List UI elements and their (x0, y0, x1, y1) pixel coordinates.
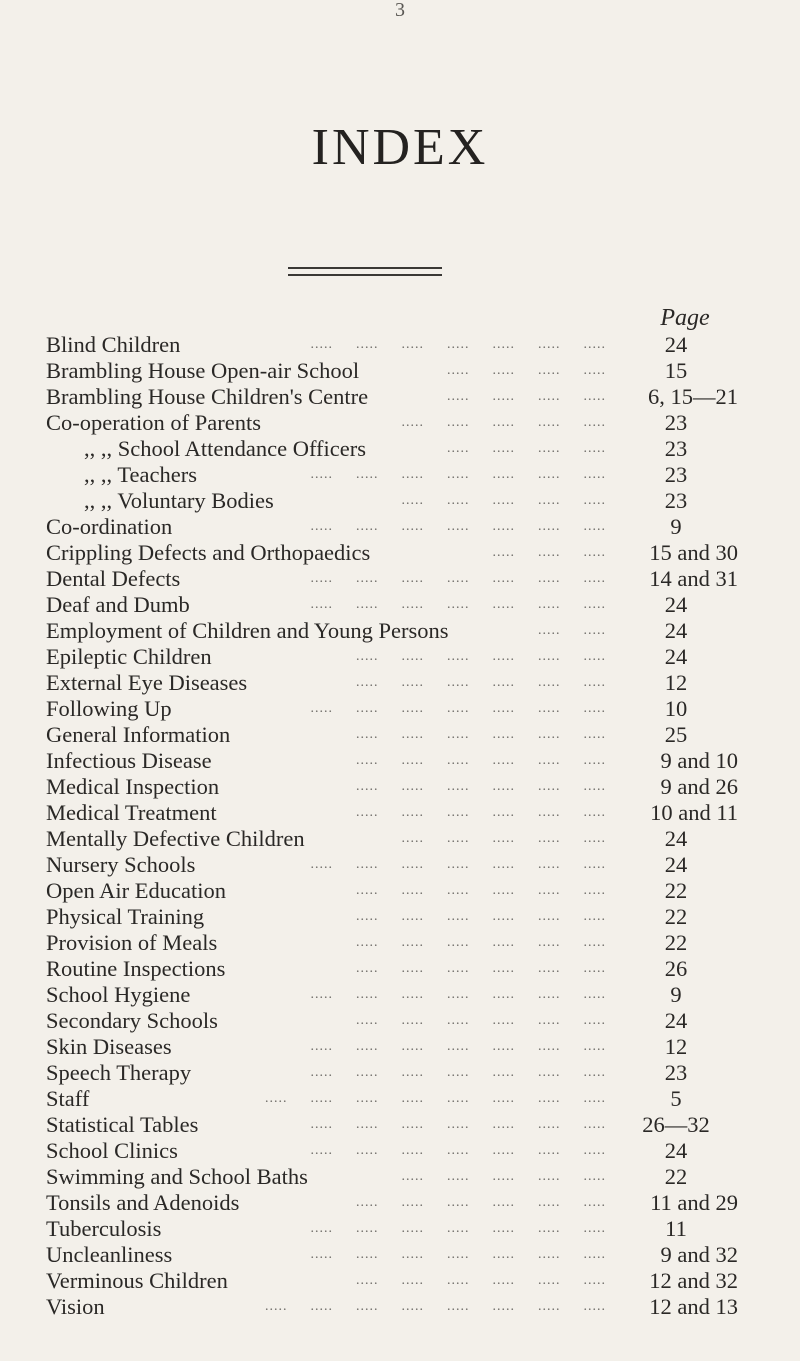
index-entry (46, 410, 746, 436)
index-entry-leader-dots: ..... ..... ..... ..... ..... (401, 493, 606, 508)
index-entry-term: Infectious Disease (46, 748, 212, 773)
index-entry-page: 11 and 29 (650, 1190, 738, 1215)
index-entry-leader-dots: ..... ..... ..... ..... ..... ..... (356, 727, 606, 742)
index-entry (46, 826, 746, 852)
index-entry-page: 26 (664, 956, 688, 981)
index-entry-page: 6, 15—21 (648, 384, 738, 409)
index-entry-term: Dental Defects (46, 566, 181, 591)
index-entry-page: 22 (664, 878, 688, 903)
index-entry-term: Brambling House Children's Centre (46, 384, 369, 409)
index-entry (46, 332, 746, 358)
title-rule-upper (288, 267, 442, 269)
index-entry-leader-dots: ..... ..... ..... ..... ..... ..... (356, 1273, 606, 1288)
index-entry-term: Statistical Tables (46, 1112, 199, 1137)
index-entry-term: Employment of Children and Young Persons (46, 618, 449, 643)
index-entry-leader-dots: ..... ..... ..... ..... ..... ..... (356, 961, 606, 976)
index-entry-leader-dots: ..... ..... ..... ..... ..... ..... (356, 1013, 606, 1028)
index-entry-term: External Eye Diseases (46, 670, 248, 695)
index-entry (46, 1242, 746, 1268)
index-entry-leader-dots: ..... ..... ..... ..... ..... ..... (356, 649, 606, 664)
index-entry (46, 696, 746, 722)
index-entry-page: 24 (664, 644, 688, 669)
index-entry (46, 644, 746, 670)
index-entry-leader-dots: ..... ..... ..... ..... ..... ..... (356, 779, 606, 794)
index-entry-term: Staff (46, 1086, 90, 1111)
index-entry-page: 12 (664, 670, 688, 695)
index-entry (46, 1060, 746, 1086)
index-entry-term: Mentally Defective Children (46, 826, 305, 851)
index-entry-leader-dots: ..... ..... ..... ..... ..... ..... (356, 1195, 606, 1210)
index-entry-term: Secondary Schools (46, 1008, 218, 1033)
index-entry-page: 26—32 (642, 1112, 710, 1137)
index-entry-page: 10 and 11 (650, 800, 738, 825)
index-entry (46, 566, 746, 592)
index-entry-term: ,, ,, Teachers (84, 462, 197, 487)
index-entry (46, 852, 746, 878)
index-entry-leader-dots: ..... ..... ..... ..... ..... ..... (356, 883, 606, 898)
index-entry-page: 12 and 32 (649, 1268, 738, 1293)
index-entry-leader-dots: ..... ..... ..... ..... ..... ..... ..... (310, 597, 606, 612)
index-entry-page: 22 (664, 1164, 688, 1189)
index-entry-page: 24 (664, 1008, 688, 1033)
index-entry-term: General Information (46, 722, 231, 747)
index-entry-page: 24 (664, 618, 688, 643)
index-entry-leader-dots: ..... ..... ..... ..... ..... ..... ..... (310, 987, 606, 1002)
index-entry-page: 24 (664, 592, 688, 617)
index-list (46, 332, 746, 1320)
index-entry-page: 5 (670, 1086, 682, 1111)
page-title: INDEX (311, 119, 489, 176)
index-entry-page: 24 (664, 826, 688, 851)
index-entry-term: Provision of Meals (46, 930, 218, 955)
index-entry-leader-dots: ..... ..... ..... ..... ..... ..... ..... (310, 519, 606, 534)
index-entry-leader-dots: ..... ..... ..... ..... ..... ..... (356, 909, 606, 924)
index-entry-page: 11 (665, 1216, 687, 1241)
index-entry-leader-dots: ..... ..... (538, 623, 606, 638)
index-entry-page: 9 and 10 (660, 748, 738, 773)
index-entry-term: Swimming and School Baths (46, 1164, 308, 1189)
index-entry (46, 982, 746, 1008)
index-entry-term: Epileptic Children (46, 644, 212, 669)
index-entry-leader-dots: ..... ..... ..... ..... ..... ..... ..... (310, 467, 606, 482)
index-entry-leader-dots: ..... ..... ..... ..... ..... ..... (356, 805, 606, 820)
index-entry (46, 1164, 746, 1190)
index-entry (46, 1294, 746, 1320)
index-entry-leader-dots: ..... ..... ..... ..... ..... ..... ..... (310, 701, 606, 716)
index-entry-term: Following Up (46, 696, 172, 721)
index-entry-page: 23 (664, 436, 688, 461)
index-entry (46, 1216, 746, 1242)
index-entry-term: Brambling House Open-air School (46, 358, 360, 383)
index-entry (46, 800, 746, 826)
index-entry-page: 23 (664, 462, 688, 487)
index-entry-page: 23 (664, 1060, 688, 1085)
index-entry-leader-dots: ..... ..... ..... ..... ..... ..... (356, 675, 606, 690)
index-entry (46, 1138, 746, 1164)
index-entry-term: Medical Treatment (46, 800, 217, 825)
index-entry-leader-dots: ..... ..... ..... ..... ..... ..... ..... (310, 1221, 606, 1236)
index-entry (46, 1008, 746, 1034)
index-entry-page: 9 (670, 514, 682, 539)
index-entry-term: Crippling Defects and Orthopaedics (46, 540, 371, 565)
index-entry-leader-dots: ..... ..... ..... ..... ..... ..... ..... (310, 857, 606, 872)
index-entry (46, 930, 746, 956)
index-entry-leader-dots: ..... ..... ..... (492, 545, 606, 560)
index-entry-leader-dots: ..... ..... ..... ..... ..... ..... ..... (310, 1247, 606, 1262)
index-entry-leader-dots: ..... ..... ..... ..... ..... ..... ..... (310, 1039, 606, 1054)
index-entry-leader-dots: ..... ..... ..... ..... ..... ..... ..... (310, 337, 606, 352)
index-entry-leader-dots: ..... ..... ..... ..... ..... ..... ..... (310, 1117, 606, 1132)
index-entry-page: 23 (664, 410, 688, 435)
index-entry (46, 774, 746, 800)
index-entry-term: ,, ,, Voluntary Bodies (84, 488, 274, 513)
index-entry-term: Tuberculosis (46, 1216, 162, 1241)
index-entry (46, 748, 746, 774)
index-entry-term: Medical Inspection (46, 774, 220, 799)
index-entry-page: 22 (664, 904, 688, 929)
index-entry-term: Vision (46, 1294, 105, 1319)
index-entry (46, 1086, 746, 1112)
index-entry-term: Nursery Schools (46, 852, 196, 877)
index-entry-page: 12 (664, 1034, 688, 1059)
index-entry-leader-dots: ..... ..... ..... ..... ..... ..... ..... (310, 1065, 606, 1080)
index-entry-term: Uncleanliness (46, 1242, 173, 1267)
index-entry (46, 1034, 746, 1060)
index-entry (46, 904, 746, 930)
index-entry-page: 23 (664, 488, 688, 513)
index-entry-page: 15 (664, 358, 688, 383)
index-entry-leader-dots: ..... ..... ..... ..... ..... (401, 1169, 606, 1184)
index-entry-page: 25 (664, 722, 688, 747)
index-entry-page: 24 (664, 852, 688, 877)
index-entry-leader-dots: ..... ..... ..... ..... ..... (401, 831, 606, 846)
index-entry-term: Tonsils and Adenoids (46, 1190, 240, 1215)
index-entry (46, 722, 746, 748)
index-entry-page: 9 and 32 (660, 1242, 738, 1267)
index-entry-term: Speech Therapy (46, 1060, 192, 1085)
index-entry (46, 956, 746, 982)
page-number: 3 (395, 0, 405, 21)
index-entry-leader-dots: ..... ..... ..... ..... ..... ..... (356, 935, 606, 950)
index-entry (46, 1268, 746, 1294)
index-entry (46, 592, 746, 618)
index-entry-term: School Clinics (46, 1138, 178, 1163)
index-entry-term: Deaf and Dumb (46, 592, 190, 617)
index-entry-page: 10 (664, 696, 688, 721)
index-entry-page: 24 (664, 1138, 688, 1163)
index-entry-page: 9 and 26 (660, 774, 738, 799)
index-entry-term: School Hygiene (46, 982, 191, 1007)
index-entry (46, 1112, 746, 1138)
index-entry (46, 514, 746, 540)
index-entry-term: Skin Diseases (46, 1034, 172, 1059)
index-entry-leader-dots: ..... ..... ..... ..... (447, 441, 606, 456)
index-entry-leader-dots: ..... ..... ..... ..... ..... ..... (356, 753, 606, 768)
index-entry (46, 670, 746, 696)
index-entry-leader-dots: ..... ..... ..... ..... ..... ..... ..... (310, 571, 606, 586)
index-entry (46, 878, 746, 904)
index-entry-page: 22 (664, 930, 688, 955)
index-entry-term: Physical Training (46, 904, 205, 929)
index-entry-page: 15 and 30 (649, 540, 738, 565)
index-entry (46, 436, 746, 462)
index-entry-term: Verminous Children (46, 1268, 228, 1293)
index-entry-page: 14 and 31 (649, 566, 738, 591)
index-entry (46, 384, 746, 410)
index-entry-page: 24 (664, 332, 688, 357)
index-entry-leader-dots: ..... ..... ..... ..... (447, 389, 606, 404)
title-rule-lower (288, 274, 442, 276)
index-entry (46, 488, 746, 514)
index-entry-term: ,, ,, School Attendance Officers (84, 436, 367, 461)
index-entry-leader-dots: ..... ..... ..... ..... ..... ..... ..... ..... (265, 1299, 606, 1314)
index-entry-term: Open Air Education (46, 878, 226, 903)
index-entry-term: Routine Inspections (46, 956, 226, 981)
index-entry-term: Co-ordination (46, 514, 173, 539)
index-entry-term: Blind Children (46, 332, 181, 357)
index-entry-leader-dots: ..... ..... ..... ..... ..... ..... ..... ..... (265, 1091, 606, 1106)
index-entry-term: Co-operation of Parents (46, 410, 261, 435)
page-column-header: Page (660, 305, 710, 331)
index-entry-leader-dots: ..... ..... ..... ..... ..... ..... ..... (310, 1143, 606, 1158)
index-entry (46, 358, 746, 384)
index-entry-page: 12 and 13 (649, 1294, 738, 1319)
index-entry-leader-dots: ..... ..... ..... ..... (447, 363, 606, 378)
index-entry (46, 540, 746, 566)
index-entry (46, 1190, 746, 1216)
index-entry-leader-dots: ..... ..... ..... ..... ..... (401, 415, 606, 430)
index-entry (46, 462, 746, 488)
index-entry-page: 9 (670, 982, 682, 1007)
index-entry (46, 618, 746, 644)
